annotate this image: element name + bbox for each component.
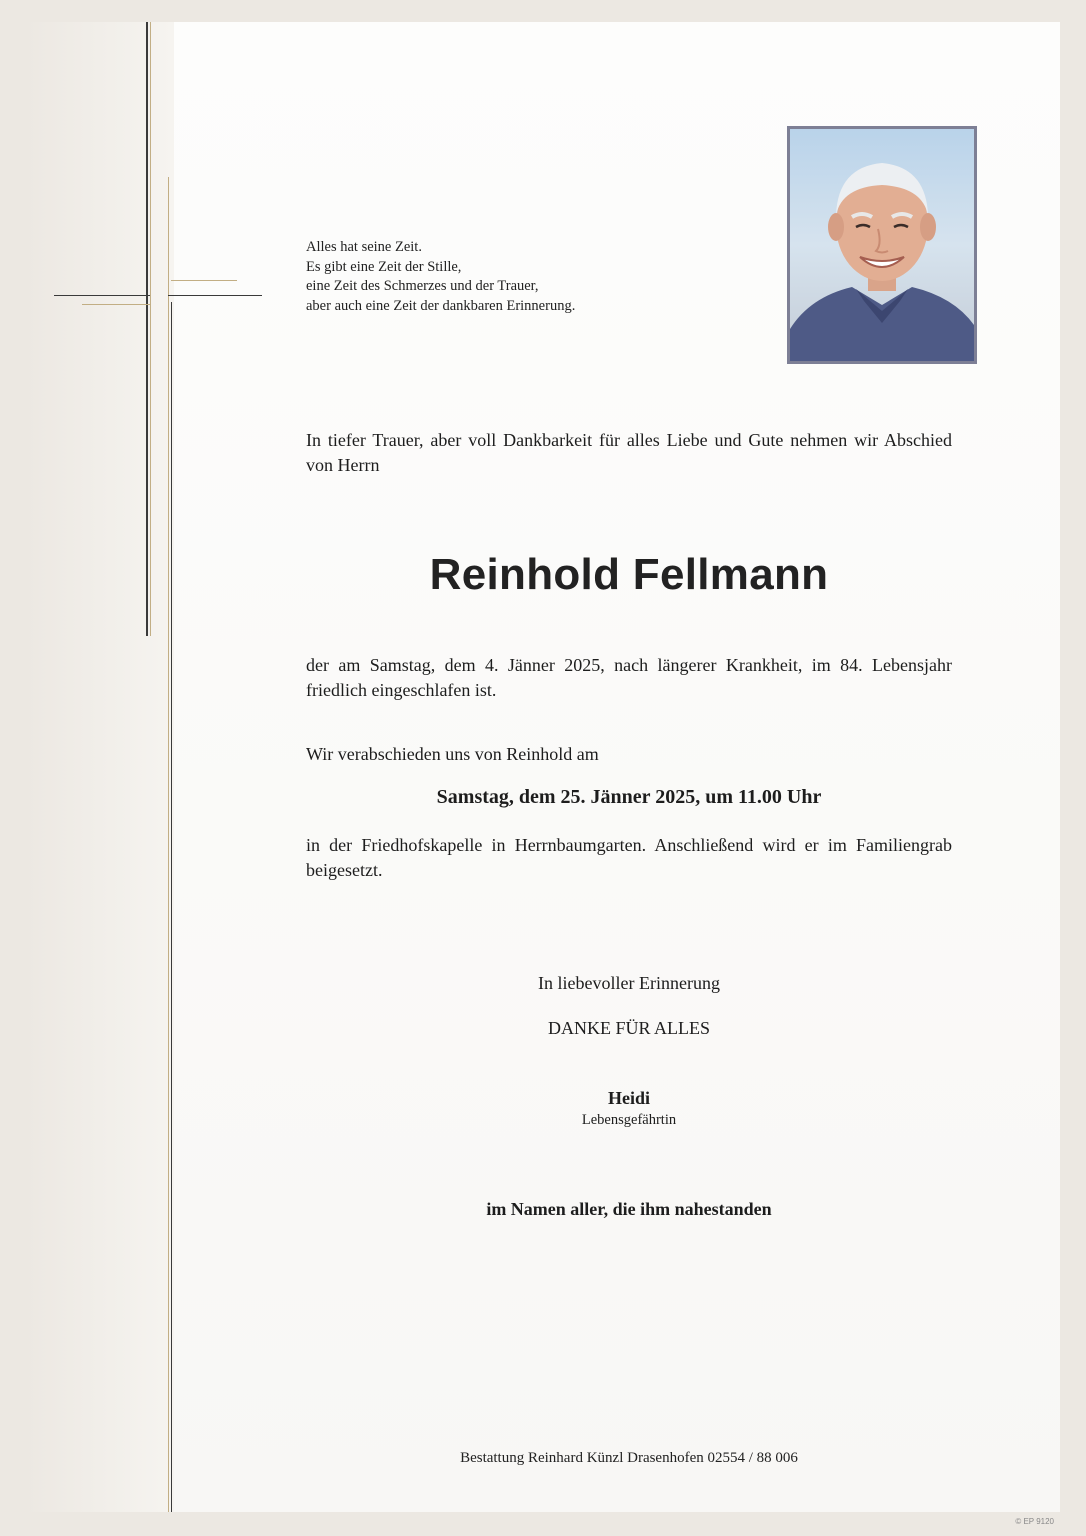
location-text: in der Friedhofskapelle in Herrnbaumgarten. Anschließend wird er im Familiengrab beigesetzt. — [306, 835, 952, 880]
mourner-name: Heidi — [607, 1088, 650, 1108]
poem — [306, 238, 575, 316]
death-text: der am Samstag, dem 4. Jänner 2025, nach längerer Krankheit, im 84. Lebensjahr friedlich eingeschlafen ist. — [306, 655, 952, 700]
poem-line: Alles hat seine Zeit. — [306, 239, 422, 255]
portrait-photo — [787, 126, 977, 364]
deceased-name: Reinhold Fellmann — [429, 550, 829, 599]
thanks-text: DANKE FÜR ALLES — [547, 1018, 710, 1038]
funeral-date: Samstag, dem 25. Jänner 2025, um 11.00 Uhr — [436, 786, 822, 808]
closing-text: im Namen aller, die ihm nahestanden — [486, 1199, 772, 1219]
mourner-relation: Lebensgefährtin — [581, 1112, 677, 1128]
form-code: © EP 9120 — [1015, 1517, 1054, 1526]
farewell-intro: Wir verabschieden uns von Reinhold am — [306, 744, 599, 764]
poem-line: Es gibt eine Zeit der Stille, — [306, 258, 462, 275]
memory-text: In liebevoller Erinnerung — [538, 973, 720, 993]
side-gradient — [24, 22, 174, 1512]
portrait-photo-icon — [790, 129, 974, 361]
footer-text: Bestattung Reinhard Künzl Drasenhofen 02554 / 88 006 — [460, 1450, 798, 1466]
poem-line: aber auch eine Zeit der dankbaren Erinnerung. — [306, 297, 576, 314]
poem-line: eine Zeit des Schmerzes und der Trauer, — [306, 278, 539, 294]
intro-text: In tiefer Trauer, aber voll Dankbarkeit für alles Liebe und Gute nehmen wir Abschied von Herrn — [306, 430, 952, 475]
